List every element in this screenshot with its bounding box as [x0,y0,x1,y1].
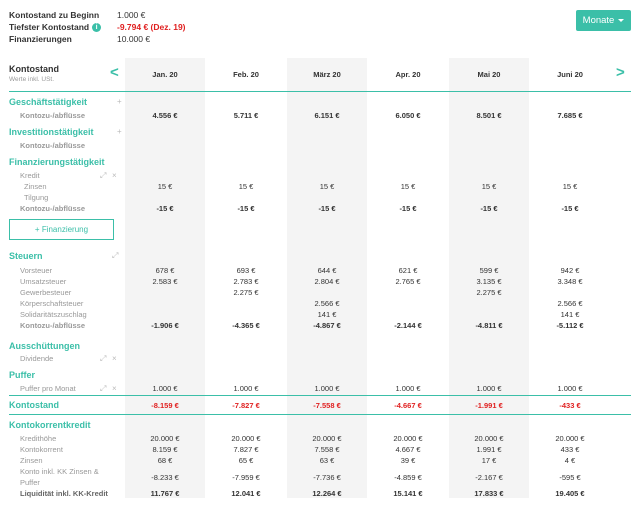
value-cell: 1.000 € [152,384,178,393]
month-header: Juni 20 [557,70,583,79]
close-icon[interactable]: × [112,171,117,180]
value-cell: 15 € [238,182,254,191]
row-label: Solidaritätszuschlag [20,310,87,319]
value-cell: -4.867 € [313,321,341,330]
value-cell: 1.000 € [476,384,502,393]
prev-arrow-icon[interactable]: < [110,64,119,81]
row-steuern-flow [0,320,636,331]
row-label: Puffer [20,478,40,487]
row-label: Konto inkl. KK Zinsen & [20,467,99,476]
row-label: Kredit [20,171,40,180]
value-cell: 20.000 € [150,434,180,443]
section-ausschuettungen [0,340,636,351]
value-cell: -1.906 € [151,321,179,330]
edit-icon[interactable]: ⤢ [100,384,107,393]
kontostand-bottom-divider [9,414,631,415]
value-cell: 20.000 € [231,434,261,443]
value-cell: 39 € [400,456,416,465]
value-cell: 20.000 € [474,434,504,443]
value-cell: 1.000 € [314,384,340,393]
value-cell: -595 € [559,473,581,482]
table-title: Kontostand [9,64,59,74]
value-cell: 141 € [560,310,580,319]
value-cell: 8.501 € [476,111,502,120]
value-cell: 1.000 € [233,384,259,393]
section-finanzierungstaetigkeit [0,156,636,167]
row-liquiditaet [0,488,636,499]
row-puffer-pro-monat [0,383,636,394]
section-label: Steuern [9,251,43,261]
section-label: Investitionstätigkeit [9,127,94,137]
row-kontokorrent [0,444,636,455]
row-label: Kontozu-/abflüsse [20,141,85,150]
close-icon[interactable]: × [112,354,117,363]
month-header: Apr. 20 [395,70,421,79]
table-subtitle: Werte inkl. USt. [9,76,55,83]
row-label: Liquidität inkl. KK-Kredit [20,489,108,498]
section-investitionstaetigkeit [0,126,636,137]
row-label: Kontokorrent [20,445,63,454]
value-cell: -4.811 € [475,321,503,330]
row-umsatzsteuer [0,276,636,287]
tiefster-label-wrap [9,22,117,32]
value-cell: -7.959 € [232,473,260,482]
add-financing-button[interactable]: + Finanzierung [9,219,114,240]
row-label: Tilgung [24,193,49,202]
row-kontostand [0,400,636,411]
row-vorsteuer [0,265,636,276]
row-label: Dividende [20,354,54,363]
value-cell: 20.000 € [555,434,585,443]
value-cell: 1.000 € [395,384,421,393]
row-dividende [0,353,636,364]
value-cell: 942 € [560,266,580,275]
value-cell: -8.159 € [151,401,179,410]
edit-icon[interactable]: ⤢ [100,354,107,363]
row-label: Kontozu-/abflüsse [20,111,85,120]
finanzierungen-value: 10.000 € [117,34,151,44]
row-label: Puffer pro Monat [20,384,76,393]
value-cell: 2.566 € [314,299,340,308]
row-solidaritaetszuschlag [0,309,636,320]
finanzierungen-label: Finanzierungen [9,34,72,44]
value-cell: 68 € [157,456,173,465]
edit-icon[interactable]: ⤢ [100,171,107,180]
info-icon[interactable]: i [92,23,101,32]
section-label: Puffer [9,370,36,380]
section-label: Geschäftstätigkeit [9,97,88,107]
value-cell: 15 € [319,182,335,191]
row-kk-zinsen [0,455,636,466]
value-cell: -433 € [559,401,581,410]
row-zinsen [0,181,636,192]
summary [9,9,186,45]
value-cell: 644 € [317,266,337,275]
value-cell: -4.365 € [232,321,260,330]
value-cell: 1.991 € [476,445,502,454]
value-cell: 6.151 € [314,111,340,120]
monate-label: Monate [582,15,615,26]
value-cell: 2.783 € [233,277,259,286]
add-icon[interactable]: + [117,97,122,106]
value-cell: 65 € [238,456,254,465]
value-cell: 7.685 € [557,111,583,120]
value-cell: -2.167 € [475,473,503,482]
row-koerperschaftsteuer [0,298,636,309]
value-cell: 1.000 € [557,384,583,393]
row-label: Kontozu-/abflüsse [20,321,85,330]
tiefster-value: -9.794 € (Dez. 19) [117,22,186,32]
value-cell: 7.558 € [314,445,340,454]
row-label: Zinsen [20,456,43,465]
value-cell: 2.583 € [152,277,178,286]
value-cell: 8.159 € [152,445,178,454]
value-cell: 17.833 € [474,489,504,498]
value-cell: -7.736 € [313,473,341,482]
value-cell: -7.827 € [232,401,260,410]
value-cell: 3.135 € [476,277,502,286]
edit-icon[interactable]: ⤢ [112,251,119,260]
value-cell: -15 € [399,204,417,213]
kontostand-beginn-value: 1.000 € [117,10,146,20]
value-cell: -5.112 € [556,321,584,330]
value-cell: 12.264 € [312,489,342,498]
month-header: März 20 [313,70,341,79]
value-cell: 2.804 € [314,277,340,286]
add-icon[interactable]: + [117,127,122,136]
value-cell: 15 € [157,182,173,191]
value-cell: 15 € [481,182,497,191]
value-cell: -1.991 € [475,401,503,410]
month-header: Feb. 20 [233,70,259,79]
value-cell: 20.000 € [393,434,423,443]
value-cell: 63 € [319,456,335,465]
row-label: Vorsteuer [20,266,53,275]
value-cell: -4.859 € [394,473,422,482]
kontostand-beginn-label: Kontostand zu Beginn [9,10,100,20]
header-divider [9,91,631,92]
kontostand-top-divider [9,395,631,396]
value-cell: -7.558 € [313,401,341,410]
value-cell: 599 € [479,266,499,275]
row-kredit [0,170,636,181]
monate-dropdown-button[interactable] [576,10,631,31]
section-puffer [0,369,636,380]
row-label: Kontozu-/abflüsse [20,204,85,213]
row-kredithoehe [0,433,636,444]
row-label: Kredithöhe [20,434,57,443]
value-cell: 4.667 € [395,445,421,454]
value-cell: 4 € [564,456,576,465]
value-cell: 12.041 € [231,489,261,498]
value-cell: 19.405 € [555,489,585,498]
caret-down-icon [618,19,624,22]
value-cell: 7.827 € [233,445,259,454]
section-label: Kontokorrentkredit [9,420,91,430]
value-cell: -15 € [480,204,498,213]
tiefster-label: Tiefster Kontostand [9,22,90,32]
value-cell: -2.144 € [394,321,422,330]
month-header: Mai 20 [477,70,501,79]
section-label: Finanzierungstätigkeit [9,157,105,167]
value-cell: 20.000 € [312,434,342,443]
value-cell: 15 € [400,182,416,191]
section-kontokorrentkredit [0,419,636,430]
row-label: Umsatzsteuer [20,277,67,286]
value-cell: 2.275 € [233,288,259,297]
row-label: Zinsen [24,182,47,191]
value-cell: 621 € [398,266,418,275]
row-tilgung [0,192,636,203]
row-label: Körperschaftsteuer [20,299,84,308]
value-cell: 15 € [562,182,578,191]
value-cell: 2.566 € [557,299,583,308]
row-label: Kontostand [9,400,59,410]
value-cell: 141 € [317,310,337,319]
value-cell: -8.233 € [151,473,179,482]
value-cell: 15.141 € [393,489,423,498]
row-gewerbesteuer [0,287,636,298]
row-label: Gewerbesteuer [20,288,72,297]
row-invest-flow [0,140,636,151]
value-cell: 2.275 € [476,288,502,297]
value-cell: -15 € [156,204,174,213]
value-cell: 678 € [155,266,175,275]
value-cell: 17 € [481,456,497,465]
close-icon[interactable]: × [112,384,117,393]
section-geschaeftstaetigkeit [0,96,636,107]
value-cell: 693 € [236,266,256,275]
value-cell: 433 € [560,445,580,454]
section-label: Ausschüttungen [9,341,80,351]
value-cell: 2.765 € [395,277,421,286]
next-arrow-icon[interactable]: > [616,64,625,81]
row-geschaeft-flow [0,110,636,121]
value-cell: 5.711 € [233,111,259,120]
value-cell: -15 € [237,204,255,213]
value-cell: 11.767 € [150,489,180,498]
value-cell: -4.667 € [394,401,422,410]
value-cell: 4.556 € [152,111,178,120]
value-cell: 3.348 € [557,277,583,286]
value-cell: -15 € [318,204,336,213]
month-header: Jan. 20 [152,70,178,79]
row-konto-inkl-label2 [0,477,636,488]
row-finanz-flow [0,203,636,214]
value-cell: 6.050 € [395,111,421,120]
section-steuern [0,250,636,261]
value-cell: -15 € [561,204,579,213]
